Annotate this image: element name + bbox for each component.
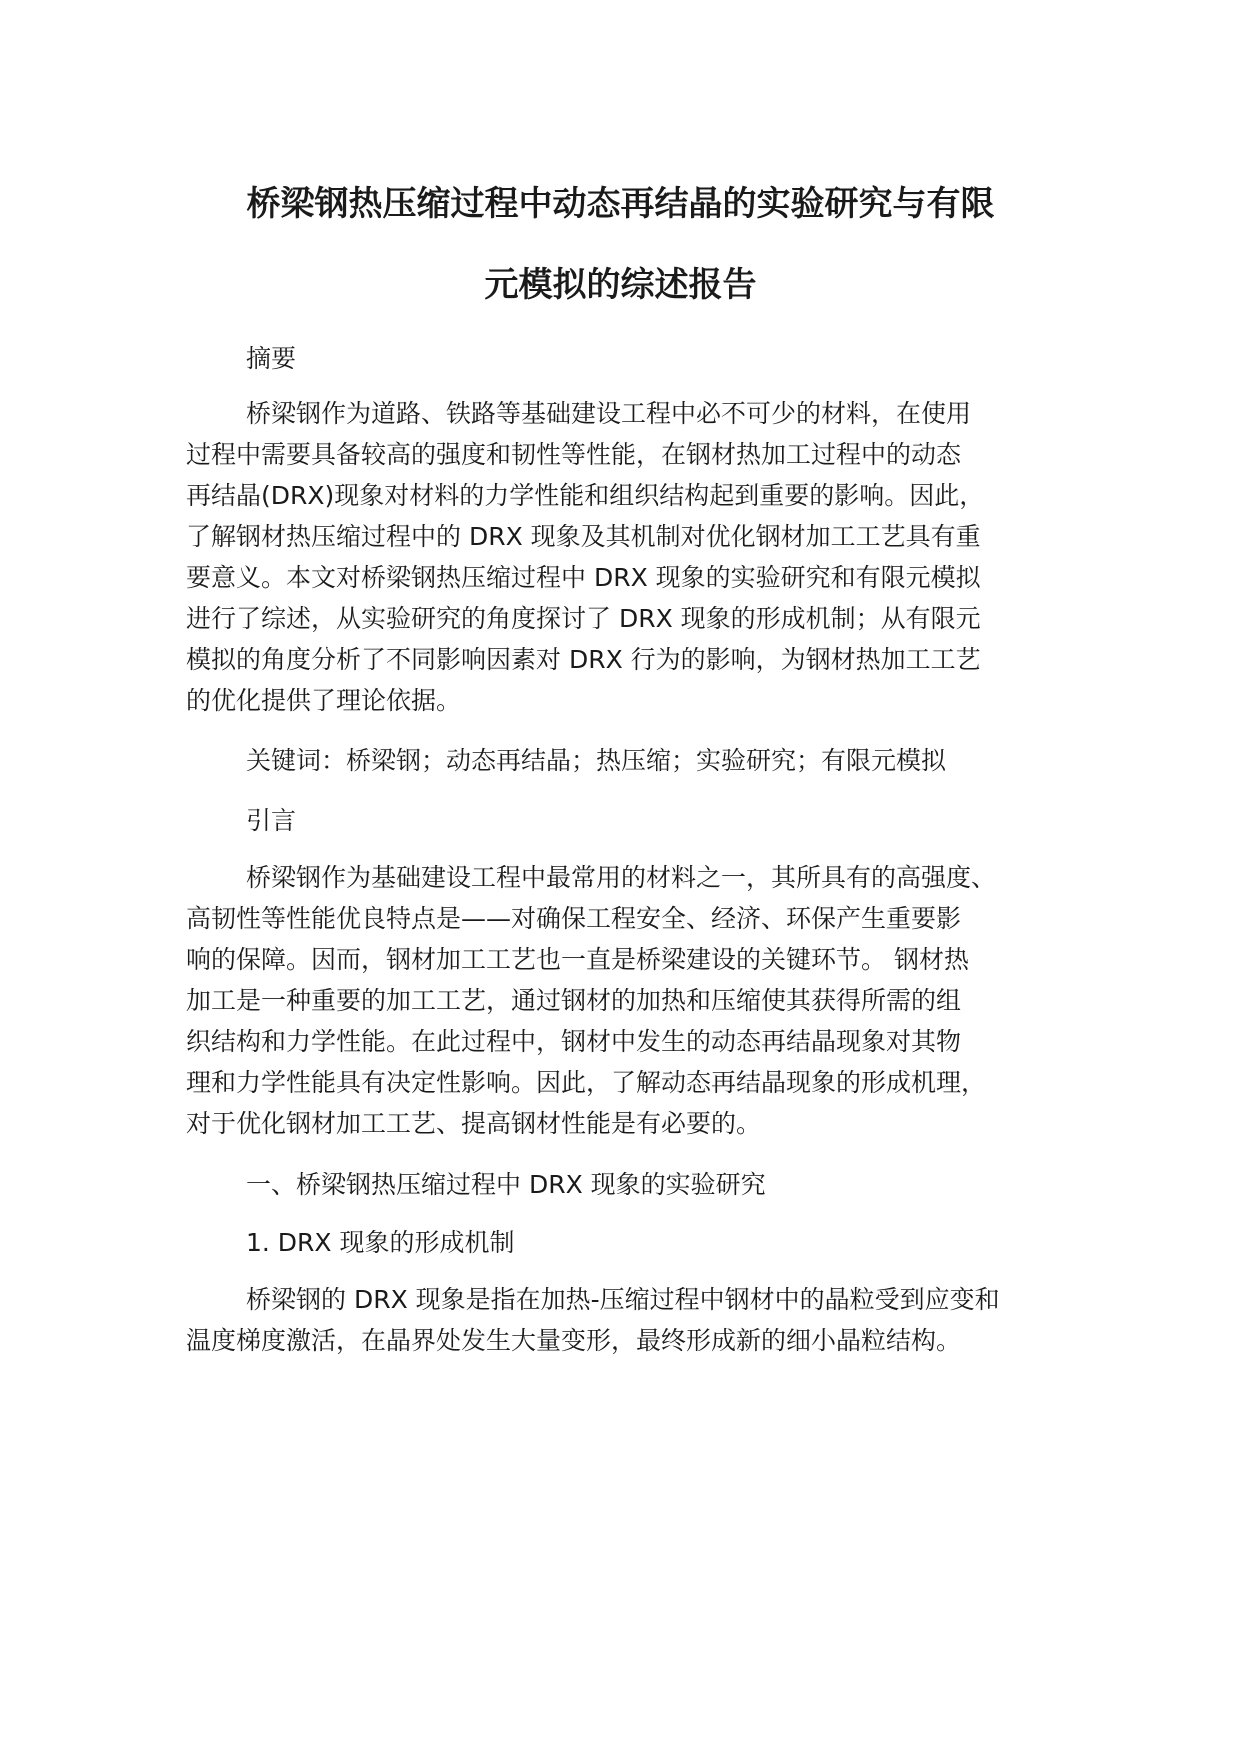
document-title-line-2: 元模拟的综述报告 (484, 265, 757, 305)
intro-line: 对于优化钢材加工工艺、提高钢材性能是有必要的。 (186, 1109, 762, 1138)
abstract-paragraph (186, 393, 1086, 721)
abstract-line: 再结晶(DRX)现象对材料的力学性能和组织结构起到重要的影响。因此， (186, 481, 985, 510)
intro-heading: 引言 (246, 806, 297, 835)
subsection-1-line: 温度梯度激活，在晶界处发生大量变形，最终形成新的细小晶粒结构。 (186, 1326, 962, 1355)
subsection-1-paragraph (186, 1279, 1086, 1361)
keywords-line: 关键词：桥梁钢；动态再结晶；热压缩；实验研究；有限元模拟 (246, 746, 947, 775)
abstract-line: 桥梁钢作为道路、铁路等基础建设工程中必不可少的材料，在使用 (246, 399, 972, 428)
abstract-line: 进行了综述，从实验研究的角度探讨了 DRX 现象的形成机制；从有限元 (186, 604, 981, 633)
abstract-heading: 摘要 (246, 344, 297, 373)
intro-line: 桥梁钢作为基础建设工程中最常用的材料之一，其所具有的高强度、 (246, 863, 997, 892)
intro-line: 织结构和力学性能。在此过程中，钢材中发生的动态再结晶现象对其物 (186, 1027, 962, 1056)
intro-line: 响的保障。因而，钢材加工工艺也一直是桥梁建设的关键环节。 钢材热 (186, 945, 969, 974)
subsection-1-heading: 1. DRX 现象的形成机制 (246, 1228, 515, 1257)
abstract-line: 的优化提供了理论依据。 (186, 686, 462, 715)
document-title-line-1: 桥梁钢热压缩过程中动态再结晶的实验研究与有限 (246, 184, 995, 224)
abstract-line: 模拟的角度分析了不同影响因素对 DRX 行为的影响，为钢材热加工工艺 (186, 645, 981, 674)
intro-line: 加工是一种重要的加工工艺，通过钢材的加热和压缩使其获得所需的组 (186, 986, 962, 1015)
abstract-line: 了解钢材热压缩过程中的 DRX 现象及其机制对优化钢材加工工艺具有重 (186, 522, 981, 551)
intro-paragraph (186, 857, 1086, 1144)
abstract-line: 要意义。本文对桥梁钢热压缩过程中 DRX 现象的实验研究和有限元模拟 (186, 563, 981, 592)
intro-line: 理和力学性能具有决定性影响。因此，了解动态再结晶现象的形成机理， (186, 1068, 987, 1097)
intro-line: 高韧性等性能优良特点是——对确保工程安全、经济、环保产生重要影 (186, 904, 962, 933)
abstract-line: 过程中需要具备较高的强度和韧性等性能，在钢材热加工过程中的动态 (186, 440, 962, 469)
section-1-heading: 一、桥梁钢热压缩过程中 DRX 现象的实验研究 (246, 1170, 766, 1199)
subsection-1-line: 桥梁钢的 DRX 现象是指在加热-压缩过程中钢材中的晶粒受到应变和 (246, 1285, 1000, 1314)
